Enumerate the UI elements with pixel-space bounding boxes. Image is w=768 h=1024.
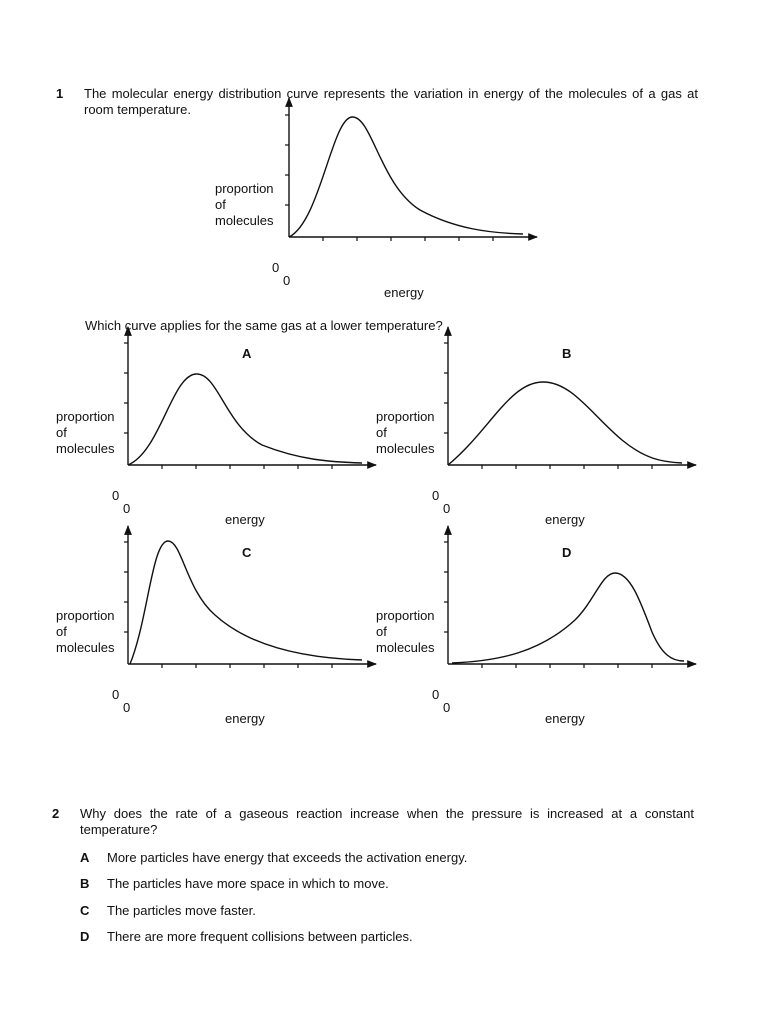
option-letter: C	[80, 903, 90, 918]
graph-d-curve	[452, 573, 684, 663]
graph-a	[112, 327, 376, 527]
question-1-number: 1	[56, 86, 64, 101]
question-2-text: Why does the rate of a gaseous reaction increase when the pressure is increased at a constant temperature?	[80, 806, 694, 837]
graph-c	[112, 526, 376, 726]
ylabel-line2: of	[215, 197, 226, 212]
graph-b	[432, 327, 696, 527]
ylabel-line1: proportion	[56, 608, 115, 623]
option-letter: A	[80, 850, 90, 865]
main-curve	[289, 117, 523, 237]
main-graph	[272, 98, 537, 300]
ylabel-line2: of	[56, 624, 67, 639]
graph-d-xlabel: energy	[545, 711, 585, 726]
option-text: There are more frequent collisions between particles.	[107, 929, 413, 944]
question-1-text: The molecular energy distribution curve represents the variation in energy of the molecules of a gas at room temperature.	[84, 86, 698, 117]
ylabel-line2: of	[376, 425, 387, 440]
ylabel-line3: molecules	[215, 213, 274, 228]
graph-c-zero-y: 0	[112, 687, 120, 702]
graph-d	[432, 526, 696, 726]
graph-b-zero-y: 0	[432, 488, 440, 503]
ylabel-line2: of	[376, 624, 387, 639]
graph-d-zero-y: 0	[432, 687, 440, 702]
question-2-number: 2	[52, 806, 60, 821]
question-1-prompt: Which curve applies for the same gas at a lower temperature?	[85, 318, 443, 333]
graph-d-label: D	[562, 545, 572, 560]
graph-c-zero-x: 0	[123, 700, 131, 715]
ylabel-line1: proportion	[56, 409, 115, 424]
ylabel-line3: molecules	[376, 441, 435, 456]
option-text: The particles have more space in which to move.	[107, 876, 389, 891]
ylabel-line1: proportion	[376, 409, 435, 424]
ylabel-line3: molecules	[56, 640, 115, 655]
graph-a-xlabel: energy	[225, 512, 265, 527]
ylabel-line1: proportion	[376, 608, 435, 623]
main-zero-y: 0	[272, 260, 280, 275]
graph-a-zero-y: 0	[112, 488, 120, 503]
graph-c-label: C	[242, 545, 252, 560]
graph-b-zero-x: 0	[443, 501, 451, 516]
graph-b-label: B	[562, 346, 572, 361]
ylabel-line3: molecules	[376, 640, 435, 655]
graph-a-curve	[128, 374, 362, 465]
graph-c-xlabel: energy	[225, 711, 265, 726]
ylabel-line3: molecules	[56, 441, 115, 456]
graph-b-curve	[448, 382, 682, 465]
option-letter: B	[80, 876, 90, 891]
ylabel-line1: proportion	[215, 181, 274, 196]
main-xlabel: energy	[384, 285, 424, 300]
main-zero-x: 0	[283, 273, 291, 288]
graph-d-zero-x: 0	[443, 700, 451, 715]
option-letter: D	[80, 929, 90, 944]
graph-b-xlabel: energy	[545, 512, 585, 527]
graph-a-label: A	[242, 346, 252, 361]
ylabel-line2: of	[56, 425, 67, 440]
option-text: The particles move faster.	[107, 903, 256, 918]
graph-a-zero-x: 0	[123, 501, 131, 516]
option-text: More particles have energy that exceeds the activation energy.	[107, 850, 468, 865]
